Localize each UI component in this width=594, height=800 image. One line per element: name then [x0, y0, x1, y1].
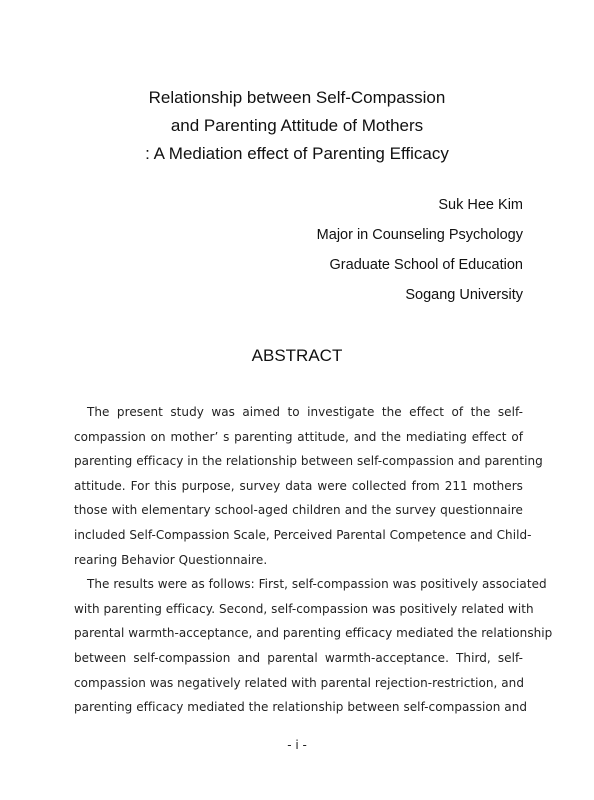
abstract-line: compassion was negatively related with parental rejection-restriction, and	[74, 675, 524, 690]
title-line-3: : A Mediation effect of Parenting Efficacy	[145, 144, 449, 163]
abstract-line: rearing Behavior Questionnaire.	[74, 552, 268, 567]
title-line-2: and Parenting Attitude of Mothers	[170, 116, 424, 135]
abstract-heading: ABSTRACT	[251, 346, 343, 365]
abstract-body	[74, 400, 553, 720]
author-info	[317, 190, 523, 310]
author-school: Graduate School of Education	[329, 257, 523, 273]
title-line-1: Relationship between Self-Compassion	[148, 88, 446, 107]
abstract-line: with parenting efficacy. Second, self-compassion was positively related with	[74, 601, 534, 616]
abstract-line: parenting efficacy mediated the relationship between self-compassion and	[74, 700, 528, 715]
abstract-line: parenting efficacy in the relationship between self-compassion and parenting	[74, 454, 543, 469]
abstract-line: The present study was aimed to investigate the effect of the self-	[87, 405, 523, 419]
author-name: Suk Hee Kim	[438, 197, 523, 213]
abstract-line: between self-compassion and parental warmth-acceptance. Third, self-	[74, 650, 523, 665]
abstract-line: The results were as follows: First, self-compassion was positively associated	[87, 577, 547, 592]
abstract-line: those with elementary school-aged children and the survey questionnaire	[74, 503, 523, 518]
page-number: - i -	[287, 738, 307, 752]
abstract-line: parental warmth-acceptance, and parenting efficacy mediated the relationship	[74, 626, 553, 641]
paper-title	[0, 84, 594, 168]
abstract-line: attitude. For this purpose, survey data were collected from 211 mothers	[74, 478, 523, 493]
author-major: Major in Counseling Psychology	[316, 227, 523, 243]
abstract-line: compassion on mother’ s parenting attitude, and the mediating effect of	[74, 429, 523, 444]
author-university: Sogang University	[405, 287, 523, 303]
abstract-line: included Self-Compassion Scale, Perceived Parental Competence and Child-	[74, 527, 532, 542]
